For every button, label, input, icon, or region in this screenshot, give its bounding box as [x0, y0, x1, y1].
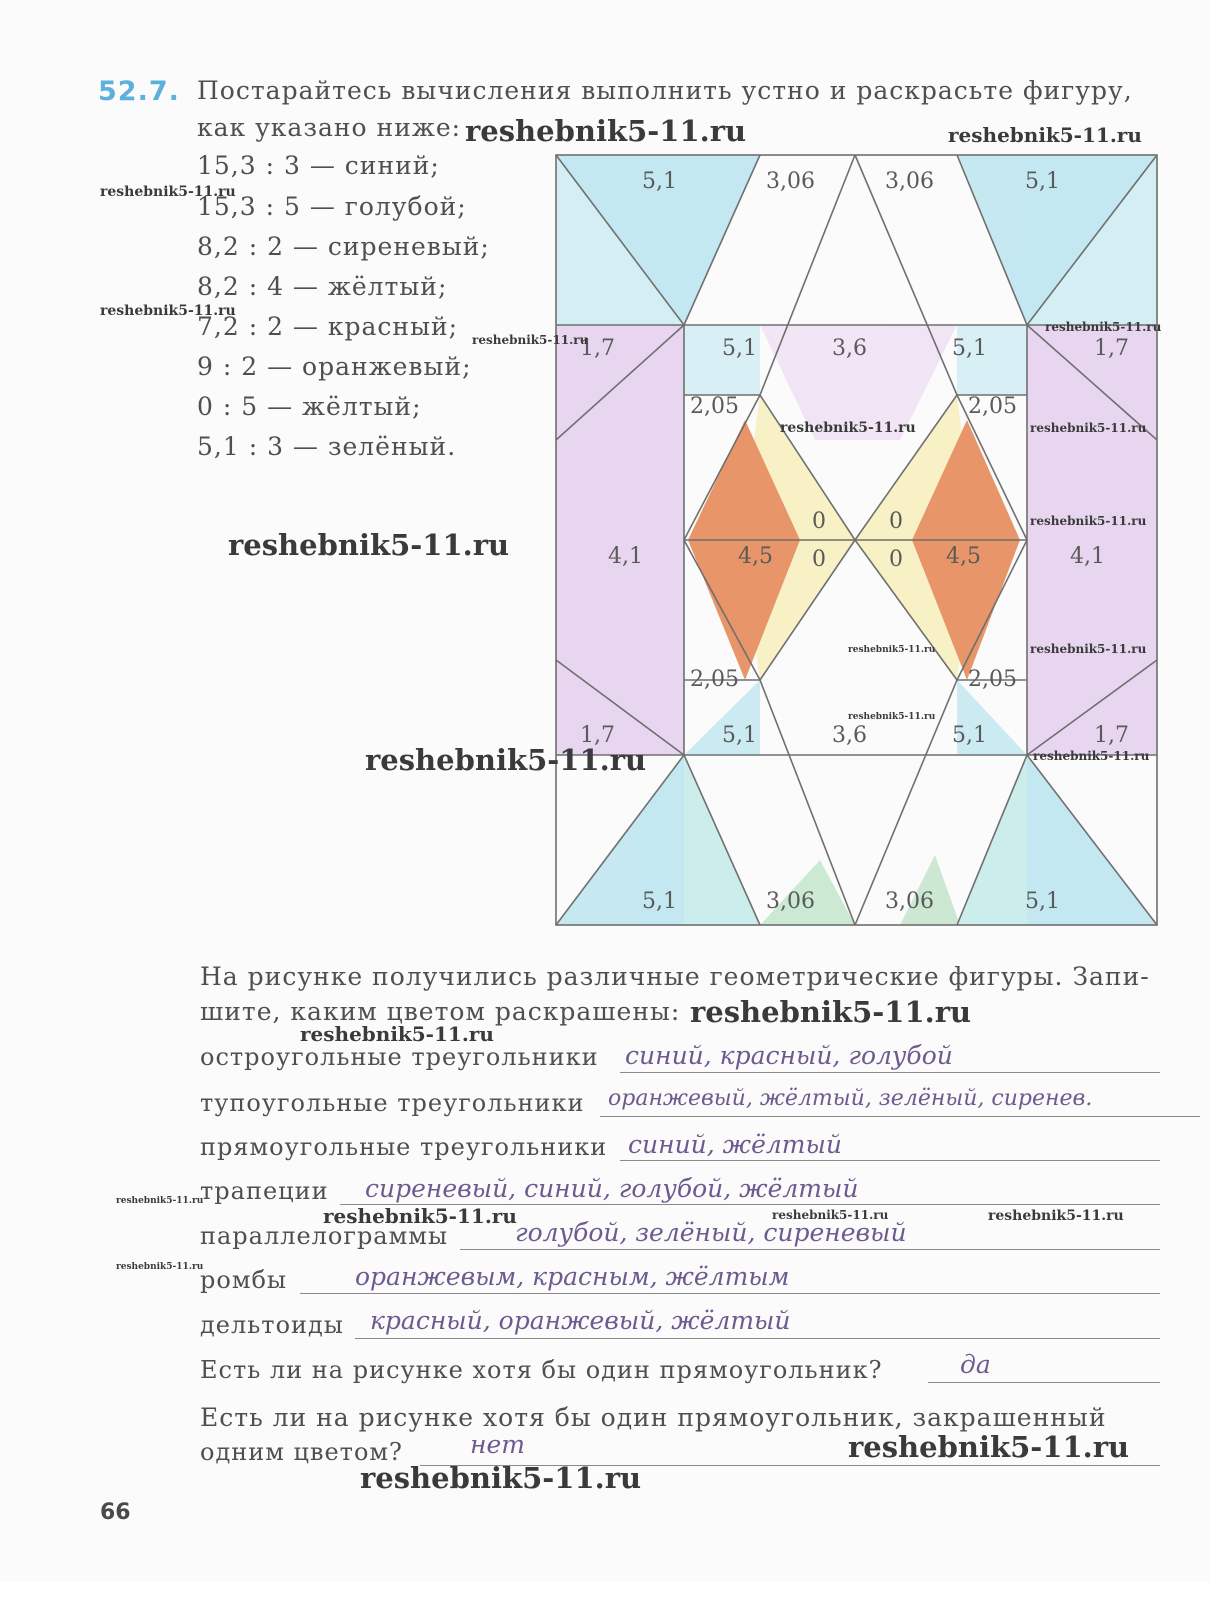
color-rule: 0 : 5 — жёлтый;	[197, 392, 422, 421]
task-text-line2: как указано ниже:	[197, 113, 462, 142]
mono-question-line2: одним цветом?	[200, 1438, 403, 1466]
figure-label: 2,05	[968, 667, 1017, 692]
handwritten-answer: сиреневый, синий, голубой, жёлтый	[365, 1174, 859, 1203]
page-number: 66	[100, 1500, 131, 1525]
watermark: reshebnik5-11.ru	[1030, 421, 1147, 435]
color-rule: 5,1 : 3 — зелёный.	[197, 432, 457, 461]
fill-lilac	[556, 325, 684, 755]
figure-label: 3,06	[885, 169, 934, 194]
watermark: reshebnik5-11.ru	[472, 333, 589, 347]
watermark: reshebnik5-11.ru	[1030, 514, 1147, 528]
figure-label: 3,6	[832, 723, 867, 748]
figure-label: 0	[889, 547, 903, 572]
figure-label: 5,1	[1025, 169, 1060, 194]
answer-line	[928, 1382, 1160, 1383]
answer-label: остроугольные треугольники	[200, 1043, 599, 1071]
watermark: reshebnik5-11.ru	[690, 995, 972, 1029]
watermark: reshebnik5-11.ru	[116, 1262, 204, 1272]
handwritten-answer: оранжевым, красным, жёлтым	[355, 1262, 790, 1291]
page-edge	[0, 1582, 1228, 1619]
fill-lilac	[1027, 325, 1157, 755]
figure-label: 4,5	[738, 544, 773, 569]
color-rule: 7,2 : 2 — красный;	[197, 312, 459, 341]
figure-label: 5,1	[1025, 889, 1060, 914]
watermark: reshebnik5-11.ru	[848, 645, 936, 655]
watermark: reshebnik5-11.ru	[100, 303, 236, 319]
watermark: reshebnik5-11.ru	[948, 123, 1142, 147]
task-number: 52.7.	[98, 76, 180, 107]
question-line2: шите, каким цветом раскрашены:	[200, 997, 681, 1026]
handwritten-answer: синий, жёлтый	[628, 1130, 842, 1159]
watermark: reshebnik5-11.ru	[848, 712, 936, 722]
handwritten-answer: голубой, зелёный, сиреневый	[515, 1218, 907, 1247]
answer-line	[300, 1293, 1160, 1294]
task-text-line1: Постарайтесь вычисления выполнить устно и раскрасьте фигуру,	[197, 76, 1133, 105]
figure-label: 0	[812, 547, 826, 572]
figure-label: 0	[889, 509, 903, 534]
answer-label: дельтоиды	[200, 1311, 344, 1339]
answer-label: прямоугольные треугольники	[200, 1133, 608, 1161]
handwritten-answer: оранжевый, жёлтый, зелёный, сиренев.	[608, 1086, 1093, 1111]
figure-label: 3,06	[766, 169, 815, 194]
figure-label: 5,1	[952, 723, 987, 748]
handwritten-answer: нет	[470, 1430, 525, 1459]
figure-label: 1,7	[580, 723, 615, 748]
figure-label: 5,1	[722, 723, 757, 748]
figure-label: 5,1	[642, 169, 677, 194]
answer-line	[355, 1338, 1160, 1339]
color-rule: 15,3 : 5 — голубой;	[197, 192, 467, 221]
watermark: reshebnik5-11.ru	[848, 1430, 1130, 1464]
watermark: reshebnik5-11.ru	[365, 743, 647, 777]
answer-line	[620, 1160, 1160, 1161]
watermark: reshebnik5-11.ru	[360, 1461, 642, 1495]
figure-label: 1,7	[1094, 336, 1129, 361]
watermark: reshebnik5-11.ru	[300, 1022, 494, 1046]
figure-label: 5,1	[722, 336, 757, 361]
figure-label: 3,6	[832, 336, 867, 361]
answer-label: параллелограммы	[200, 1222, 449, 1250]
watermark: reshebnik5-11.ru	[323, 1204, 517, 1228]
watermark: reshebnik5-11.ru	[780, 420, 916, 436]
figure-label: 1,7	[1094, 723, 1129, 748]
answer-line	[600, 1116, 1200, 1117]
watermark: reshebnik5-11.ru	[988, 1208, 1124, 1224]
figure-label: 4,1	[1070, 544, 1105, 569]
figure-label: 2,05	[690, 394, 739, 419]
color-rule: 8,2 : 4 — жёлтый;	[197, 272, 448, 301]
watermark: reshebnik5-11.ru	[1045, 320, 1162, 334]
color-rule: 15,3 : 3 — синий;	[197, 151, 440, 180]
answer-label: трапеции	[200, 1177, 329, 1205]
watermark: reshebnik5-11.ru	[228, 528, 510, 562]
color-rule: 8,2 : 2 — сиреневый;	[197, 232, 490, 261]
watermark: reshebnik5-11.ru	[1033, 749, 1150, 763]
figure-label: 0	[812, 509, 826, 534]
answer-line	[620, 1072, 1160, 1073]
figure-label: 3,06	[766, 889, 815, 914]
figure-label: 4,5	[946, 544, 981, 569]
rect-question: Есть ли на рисунке хотя бы один прямоугольник?	[200, 1356, 883, 1384]
question-line1: На рисунке получились различные геометрические фигуры. Запи-	[200, 962, 1150, 991]
figure-label: 5,1	[642, 889, 677, 914]
figure-label: 1,7	[580, 336, 615, 361]
answer-line	[460, 1249, 1160, 1250]
figure-label: 5,1	[952, 336, 987, 361]
watermark: reshebnik5-11.ru	[116, 1196, 204, 1206]
figure-label: 3,06	[885, 889, 934, 914]
watermark: reshebnik5-11.ru	[100, 184, 236, 200]
watermark: reshebnik5-11.ru	[1030, 642, 1147, 656]
watermark: reshebnik5-11.ru	[772, 1208, 889, 1222]
figure-label: 2,05	[690, 667, 739, 692]
mono-question-line1: Есть ли на рисунке хотя бы один прямоугольник, закрашенный	[200, 1403, 1107, 1432]
figure-label: 2,05	[968, 394, 1017, 419]
figure-label: 4,1	[608, 544, 643, 569]
handwritten-answer: красный, оранжевый, жёлтый	[370, 1306, 791, 1335]
page-edge	[1210, 0, 1228, 1619]
watermark: reshebnik5-11.ru	[465, 114, 747, 148]
answer-label: ромбы	[200, 1266, 288, 1294]
handwritten-answer: синий, красный, голубой	[625, 1041, 953, 1070]
handwritten-answer: да	[960, 1350, 991, 1379]
answer-label: тупоугольные треугольники	[200, 1089, 585, 1117]
color-rule: 9 : 2 — оранжевый;	[197, 352, 472, 381]
